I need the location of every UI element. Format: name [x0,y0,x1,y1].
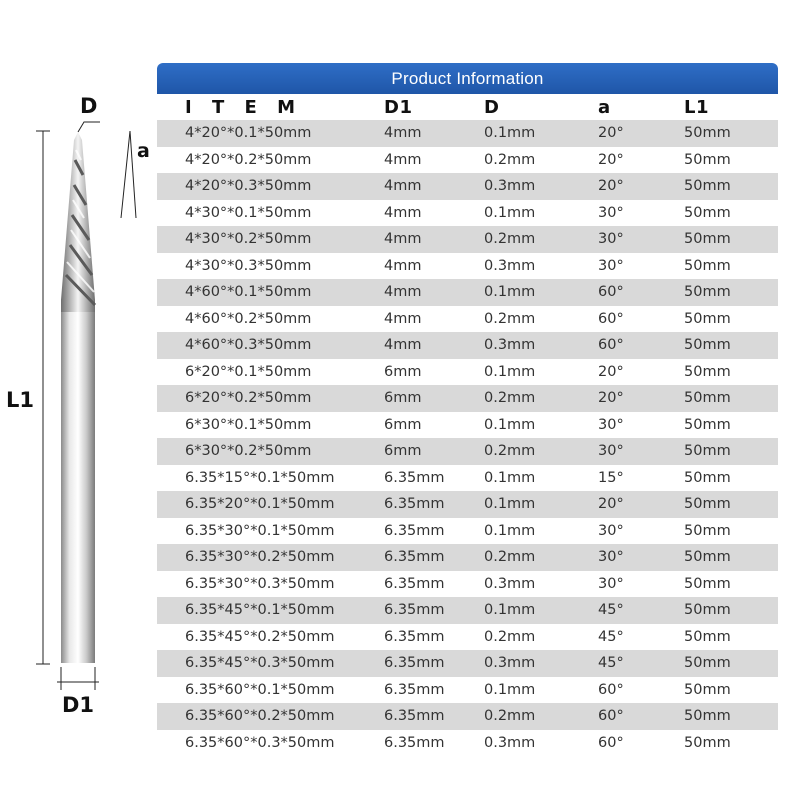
cell-a: 60° [598,681,624,698]
table-row [157,597,778,624]
cell-d: 0.1mm [484,416,536,433]
cell-l1: 50mm [684,496,731,512]
cell-d: 0.1mm [484,363,536,380]
cell-d1: 6.35mm [384,681,445,698]
cell-l1: 50mm [684,549,731,565]
table-row [157,173,778,200]
cell-item: 6.35*20°*0.1*50mm [185,496,335,512]
cell-d1: 4mm [384,231,422,247]
cell-d1: 6mm [384,363,422,380]
cell-l1: 50mm [684,469,731,486]
table-row [157,226,778,253]
table-row [157,253,778,280]
table-row [157,412,778,439]
a-label: a [137,140,150,162]
cell-d1: 6.35mm [384,628,445,645]
engraving-bit-diagram [0,0,160,800]
table-row [157,200,778,227]
table-row [157,385,778,412]
cell-d1: 4mm [384,284,422,300]
cell-d: 0.2mm [484,390,536,406]
cell-a: 30° [598,416,624,433]
cell-a: 60° [598,284,624,300]
cell-a: 60° [598,310,624,327]
cell-item: 4*30°*0.2*50mm [185,231,312,247]
cell-item: 4*20°*0.3*50mm [185,178,312,194]
table-row [157,438,778,465]
cell-d1: 4mm [384,310,422,327]
cell-d: 0.3mm [484,257,536,274]
cell-l1: 50mm [684,284,731,300]
cell-item: 6*20°*0.1*50mm [185,363,312,380]
cell-item: 6*30°*0.2*50mm [185,443,312,459]
cell-d: 0.3mm [484,575,536,592]
cell-d1: 6mm [384,443,422,459]
table-row [157,624,778,651]
cell-item: 4*30°*0.3*50mm [185,257,312,274]
table-row [157,571,778,598]
cell-d1: 6.35mm [384,575,445,592]
product-info-table [157,63,778,756]
cell-a: 30° [598,522,624,539]
cell-l1: 50mm [684,231,731,247]
cell-item: 4*30°*0.1*50mm [185,204,312,221]
cell-a: 20° [598,363,624,380]
table-row [157,279,778,306]
cell-d1: 6.35mm [384,469,445,486]
cell-d1: 4mm [384,204,422,221]
cell-d1: 6mm [384,390,422,406]
table-row [157,518,778,545]
cell-l1: 50mm [684,204,731,221]
cell-d1: 6.35mm [384,708,445,724]
cell-item: 6.35*60°*0.1*50mm [185,681,335,698]
cell-d1: 6.35mm [384,602,445,618]
cell-l1: 50mm [684,310,731,327]
cell-l1: 50mm [684,151,731,168]
cell-item: 6*30°*0.1*50mm [185,416,312,433]
cell-a: 15° [598,469,624,486]
cell-a: 45° [598,628,624,645]
cell-item: 6.35*60°*0.3*50mm [185,734,335,751]
angle-indicator [121,131,136,218]
cell-d: 0.2mm [484,231,536,247]
cell-item: 4*60°*0.3*50mm [185,337,312,353]
table-header-row [157,94,778,120]
cell-d1: 4mm [384,125,422,141]
cell-d: 0.1mm [484,681,536,698]
cell-d: 0.1mm [484,602,536,618]
cell-l1: 50mm [684,443,731,459]
cell-l1: 50mm [684,522,731,539]
cell-a: 20° [598,496,624,512]
table-row [157,120,778,147]
bit-body [61,132,95,663]
cell-d: 0.1mm [484,469,536,486]
cell-l1: 50mm [684,575,731,592]
cell-l1: 50mm [684,734,731,751]
cell-item: 6.35*45°*0.1*50mm [185,602,335,618]
cell-item: 6.35*15°*0.1*50mm [185,469,335,486]
table-row [157,332,778,359]
header-l1: L1 [684,97,709,118]
header-d: D [484,97,500,118]
header-d1: D1 [384,97,413,118]
cell-d1: 4mm [384,257,422,274]
l1-label: L1 [6,388,34,412]
cell-a: 60° [598,734,624,751]
cell-item: 4*60°*0.2*50mm [185,310,312,327]
cell-l1: 50mm [684,708,731,724]
cell-item: 6.35*45°*0.3*50mm [185,655,335,671]
cell-a: 30° [598,204,624,221]
cell-a: 30° [598,231,624,247]
cell-a: 45° [598,655,624,671]
cell-item: 6.35*30°*0.2*50mm [185,549,335,565]
cell-a: 30° [598,443,624,459]
table-row [157,650,778,677]
cell-a: 30° [598,549,624,565]
cell-d1: 6.35mm [384,522,445,539]
cell-l1: 50mm [684,416,731,433]
cell-d: 0.3mm [484,655,536,671]
cell-l1: 50mm [684,125,731,141]
header-a: a [598,97,611,118]
cell-a: 60° [598,708,624,724]
cell-item: 6.35*60°*0.2*50mm [185,708,335,724]
cell-item: 6*20°*0.2*50mm [185,390,312,406]
table-row [157,465,778,492]
cell-l1: 50mm [684,390,731,406]
cell-a: 45° [598,602,624,618]
cell-d: 0.2mm [484,310,536,327]
cell-a: 60° [598,337,624,353]
cell-d: 0.1mm [484,204,536,221]
d1-label: D1 [62,693,95,717]
cell-d1: 6.35mm [384,734,445,751]
table-row [157,306,778,333]
cell-d: 0.1mm [484,284,536,300]
table-title: Product Information [157,63,778,94]
d1-dimension [57,667,99,690]
cell-a: 20° [598,178,624,194]
table-row [157,544,778,571]
cell-a: 20° [598,390,624,406]
cell-item: 4*60°*0.1*50mm [185,284,312,300]
cell-d: 0.1mm [484,496,536,512]
table-row [157,147,778,174]
cell-d1: 6.35mm [384,655,445,671]
cell-a: 30° [598,575,624,592]
cell-d: 0.2mm [484,549,536,565]
table-row [157,359,778,386]
header-item: I T E M [185,97,302,118]
cell-d: 0.2mm [484,628,536,645]
cell-d: 0.2mm [484,708,536,724]
cell-d: 0.2mm [484,151,536,168]
cell-l1: 50mm [684,681,731,698]
table-body [157,120,778,756]
cell-d1: 4mm [384,151,422,168]
cell-l1: 50mm [684,257,731,274]
table-row [157,730,778,757]
cell-d1: 4mm [384,178,422,194]
cell-l1: 50mm [684,655,731,671]
table-row [157,677,778,704]
cell-a: 20° [598,151,624,168]
cell-d1: 6.35mm [384,549,445,565]
cell-l1: 50mm [684,628,731,645]
cell-a: 20° [598,125,624,141]
cell-d: 0.1mm [484,125,536,141]
cell-l1: 50mm [684,363,731,380]
cell-d: 0.3mm [484,337,536,353]
l1-dimension [36,131,50,664]
cell-d1: 4mm [384,337,422,353]
cell-item: 6.35*45°*0.2*50mm [185,628,335,645]
cell-l1: 50mm [684,178,731,194]
cell-item: 6.35*30°*0.3*50mm [185,575,335,592]
cell-d: 0.2mm [484,443,536,459]
cell-d1: 6.35mm [384,496,445,512]
cell-d: 0.3mm [484,734,536,751]
d-leader [78,122,100,132]
cell-d1: 6mm [384,416,422,433]
cell-item: 4*20°*0.1*50mm [185,125,312,141]
cell-d: 0.3mm [484,178,536,194]
table-row [157,703,778,730]
cell-a: 30° [598,257,624,274]
cell-item: 4*20°*0.2*50mm [185,151,312,168]
table-row [157,491,778,518]
cell-item: 6.35*30°*0.1*50mm [185,522,335,539]
d-label: D [80,94,98,118]
cell-l1: 50mm [684,337,731,353]
cell-d: 0.1mm [484,522,536,539]
cell-l1: 50mm [684,602,731,618]
